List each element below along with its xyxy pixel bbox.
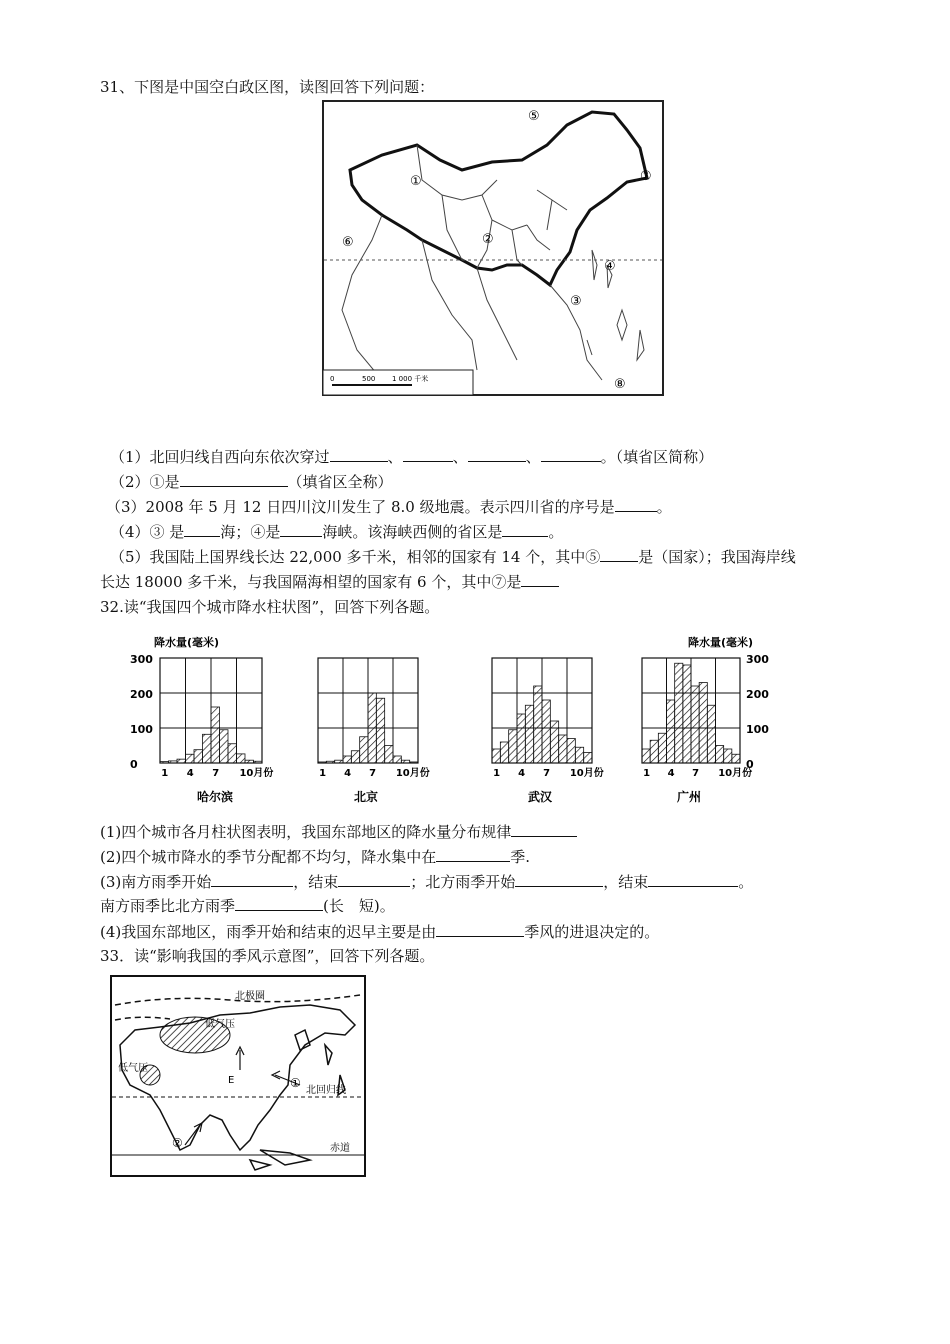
chart-xtick: 4 bbox=[344, 768, 352, 779]
q32-item-3: (3)南方雨季开始 ，结束 ；北方雨季开始 ，结束 。 bbox=[100, 873, 754, 891]
label-circle-1: ① bbox=[290, 1076, 301, 1090]
chart-xtick: 4 bbox=[518, 768, 526, 779]
scale-1000: 1 000 千米 bbox=[392, 375, 429, 383]
chart-bar bbox=[691, 686, 699, 763]
q32-item-2: (2)四个城市降水的季节分配都不均匀，降水集中在 季. bbox=[100, 848, 531, 866]
chart-ylabel: 降水量(毫米) bbox=[154, 636, 220, 649]
chart-bar bbox=[245, 760, 254, 763]
precipitation-charts bbox=[120, 628, 780, 813]
chart-bar bbox=[575, 747, 583, 763]
chart-xtick: 10月份 bbox=[718, 768, 753, 779]
q31-item-3: （3）2008 年 5 月 12 日四川汶川发生了 8.0 级地震。表示四川省的序号是 。 bbox=[106, 498, 672, 516]
map-label-3: ③ bbox=[570, 294, 582, 309]
chart-bar bbox=[642, 749, 650, 763]
map-label-6: ⑥ bbox=[342, 235, 354, 250]
chart-bar bbox=[237, 754, 246, 763]
q32-item-1: (1)四个城市各月柱状图表明，我国东部地区的降水量分布规律 bbox=[100, 822, 577, 842]
chart-bar bbox=[376, 698, 384, 763]
arctic-circle-label: 北极圈 bbox=[235, 991, 265, 1002]
chart-bar bbox=[492, 749, 500, 763]
chart-bar bbox=[732, 754, 740, 763]
map-label-4: ④ bbox=[604, 259, 616, 274]
chart-bar bbox=[211, 707, 220, 763]
label-circle-2: ② bbox=[172, 1136, 183, 1150]
chart-bar bbox=[550, 721, 558, 763]
q31-item-4: （4）③ 是 海；④是 海峡。该海峡西侧的省区是 。 bbox=[110, 523, 564, 541]
label-e: E bbox=[228, 1075, 235, 1086]
chart-title: 武汉 bbox=[528, 790, 553, 804]
chart-bar bbox=[559, 735, 567, 763]
chart-bar bbox=[658, 733, 666, 763]
monsoon-map bbox=[110, 975, 366, 1177]
chart-bar bbox=[567, 739, 575, 764]
chart-xtick: 7 bbox=[692, 768, 700, 779]
chart-bar bbox=[707, 705, 715, 763]
chart-bar bbox=[326, 761, 334, 763]
chart-bar bbox=[169, 761, 178, 763]
map-label-5: ⑤ bbox=[528, 109, 540, 124]
chart-xtick: 4 bbox=[667, 768, 675, 779]
chart-bar bbox=[675, 663, 683, 763]
chart-xtick: 10月份 bbox=[395, 768, 430, 779]
chart-bar bbox=[368, 693, 376, 763]
q32-item-3b: 南方雨季比北方雨季 (长 短)。 bbox=[100, 897, 395, 915]
chart-bar bbox=[650, 740, 658, 763]
chart-bar bbox=[724, 749, 732, 763]
map-label-8: ⑧ bbox=[614, 377, 626, 392]
china-political-map bbox=[322, 100, 664, 396]
chart-bar bbox=[542, 700, 550, 763]
chart-bar bbox=[509, 730, 517, 763]
chart-bar bbox=[194, 750, 203, 763]
q33-title: 33．读“影响我国的季风示意图”，回答下列各题。 bbox=[100, 947, 435, 965]
chart-bar bbox=[254, 761, 263, 763]
q31-item-5a: （5）我国陆上国界线长达 22,000 多千米，相邻的国家有 14 个，其中⑤ 是（国家）；我国海岸线 bbox=[110, 548, 796, 566]
q31-item-5b: 长达 18000 多千米，与我国隔海相望的国家有 6 个，其中⑦是 bbox=[100, 572, 559, 592]
chart-xtick: 4 bbox=[186, 768, 194, 779]
q32-title: 32.读“我国四个城市降水柱状图”，回答下列各题。 bbox=[100, 598, 440, 616]
chart-xtick: 1 bbox=[643, 768, 651, 779]
chart-ytick: 200 bbox=[746, 688, 769, 701]
chart-xtick: 10月份 bbox=[569, 768, 604, 779]
scale-0: 0 bbox=[330, 375, 335, 383]
chart-bar bbox=[584, 753, 592, 764]
chart-title: 北京 bbox=[354, 790, 379, 804]
chart-xtick: 7 bbox=[369, 768, 377, 779]
chart-bar bbox=[393, 756, 401, 763]
chart-xtick: 7 bbox=[543, 768, 551, 779]
chart-bar bbox=[525, 705, 533, 763]
chart-bar bbox=[220, 730, 229, 763]
chart-bar bbox=[667, 700, 675, 763]
chart-bar bbox=[351, 751, 359, 763]
map-label-2: ② bbox=[482, 232, 494, 247]
chart-bar bbox=[177, 759, 186, 763]
low-pressure-label-1: 低气压 bbox=[205, 1019, 235, 1030]
chart-bar bbox=[500, 742, 508, 763]
chart-xtick: 10月份 bbox=[239, 768, 274, 779]
chart-ytick: 0 bbox=[746, 758, 754, 771]
chart-bar bbox=[360, 737, 368, 763]
map-label-7: ⑦ bbox=[640, 169, 652, 184]
chart-bar bbox=[401, 760, 409, 763]
q31-item-2: （2）①是 （填省区全称） bbox=[110, 473, 393, 491]
map-label-1: ① bbox=[410, 174, 422, 189]
chart-bar bbox=[683, 665, 691, 763]
chart-bar bbox=[517, 714, 525, 763]
equator-label: 赤道 bbox=[330, 1143, 350, 1154]
chart-title: 哈尔滨 bbox=[197, 790, 234, 804]
chart-bar bbox=[335, 760, 343, 763]
chart-bar bbox=[228, 744, 237, 763]
chart-xtick: 1 bbox=[161, 768, 169, 779]
chart-bar bbox=[699, 683, 707, 764]
q31-title: 31、下图是中国空白政区图，读图回答下列问题： bbox=[100, 78, 435, 96]
q32-item-4: (4)我国东部地区，雨季开始和结束的迟早主要是由 季风的进退决定的。 bbox=[100, 923, 660, 941]
chart-ylabel: 降水量(毫米) bbox=[688, 636, 754, 649]
scale-500: 500 bbox=[362, 375, 376, 383]
chart-ytick: 200 bbox=[130, 688, 153, 701]
q31-item-1: （1）北回归线自西向东依次穿过 、 、 、 。（填省区简称） bbox=[110, 448, 714, 466]
tropic-label: 北回归线 bbox=[306, 1085, 346, 1096]
chart-xtick: 7 bbox=[212, 768, 220, 779]
chart-xtick: 1 bbox=[493, 768, 501, 779]
chart-bar bbox=[343, 756, 351, 763]
chart-bar bbox=[385, 746, 393, 764]
chart-ytick: 100 bbox=[746, 723, 769, 736]
chart-ytick: 300 bbox=[130, 653, 153, 666]
chart-ytick: 0 bbox=[130, 758, 138, 771]
chart-ytick: 300 bbox=[746, 653, 769, 666]
low-pressure-label-2: 低气压 bbox=[118, 1063, 148, 1074]
chart-title: 广州 bbox=[677, 790, 702, 804]
chart-bar bbox=[186, 754, 195, 763]
chart-bar bbox=[534, 686, 542, 763]
chart-xtick: 1 bbox=[319, 768, 327, 779]
chart-bar bbox=[203, 734, 212, 763]
chart-bar bbox=[716, 746, 724, 764]
chart-bar bbox=[410, 762, 418, 763]
chart-bar bbox=[318, 762, 326, 763]
chart-bar bbox=[160, 762, 169, 763]
chart-ytick: 100 bbox=[130, 723, 153, 736]
